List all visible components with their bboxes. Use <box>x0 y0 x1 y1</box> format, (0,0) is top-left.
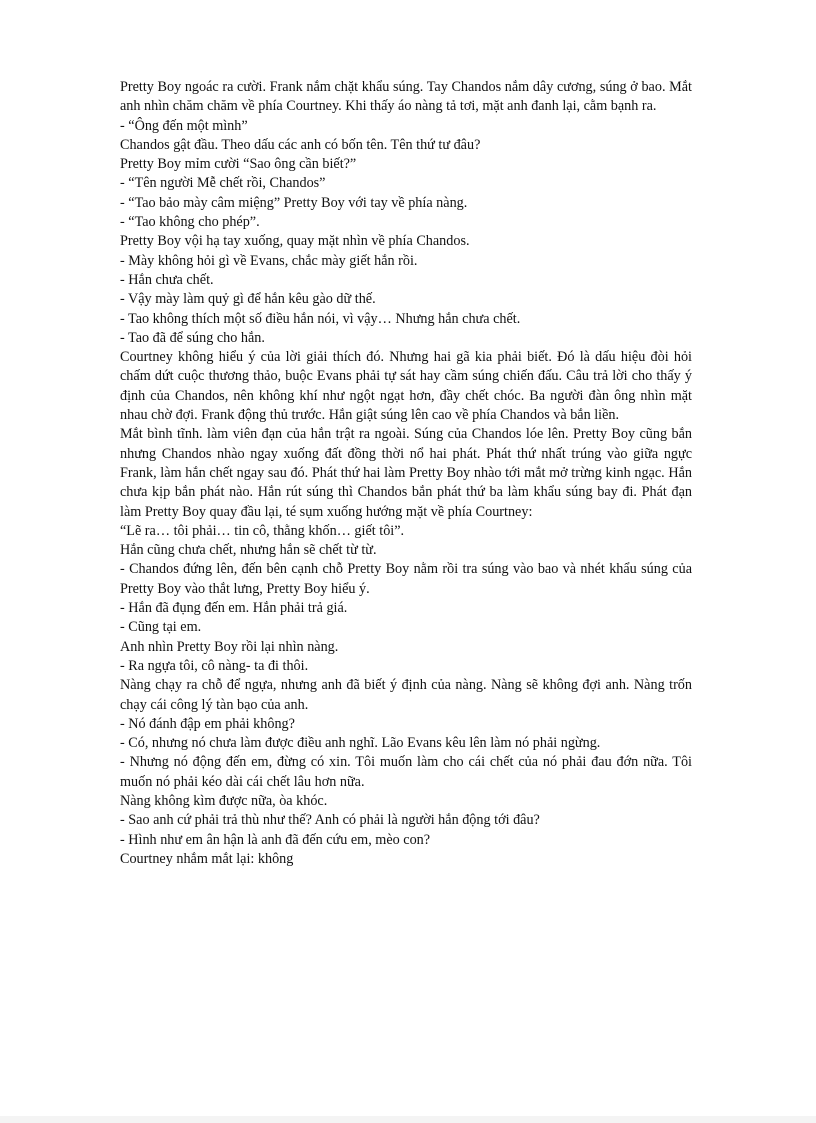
paragraph: Pretty Boy vội hạ tay xuống, quay mặt nhìn về phía Chandos. <box>120 233 470 250</box>
paragraph: - “Tao bảo mày câm miệng” Pretty Boy với tay về phía nàng. <box>120 194 468 211</box>
paragraph: - Mày không hỏi gì về Evans, chắc mày giết hắn rồi. <box>120 252 418 269</box>
paragraph: - Chandos đứng lên, đến bên cạnh chỗ Pretty Boy nằm rồi tra súng vào bao và nhét khẩu súng của Pretty Boy vào thắt lưng, Pretty Boy hiểu ý. <box>120 561 692 597</box>
paragraph: Anh nhìn Pretty Boy rồi lại nhìn nàng. <box>120 638 339 655</box>
paragraph: Courtney không hiểu ý của lời giải thích đó. Nhưng hai gã kia phải biết. Đó là dấu hiệu đòi hỏi chấm dứt cuộc thương thảo, buộc Evans phải tự sát hay cầm súng chiến đấu. Câu trả lời cho thấy ý định của Chandos, nên không khí như ngột ngạt hơn, đầy chết chóc. Ba người đàn ông nhìn mặt nhau chờ đợi. Frank động thủ trước. Hắn giật súng lên cao về phía Chandos và bắn liền. <box>120 349 692 424</box>
paragraph: - Cũng tại em. <box>120 619 202 636</box>
paragraph: - “Tên người Mễ chết rồi, Chandos” <box>120 175 326 192</box>
paragraph: - Hình như em ân hận là anh đã đến cứu em, mèo con? <box>120 831 431 848</box>
paragraph: Hắn cũng chưa chết, nhưng hắn sẽ chết từ từ. <box>120 542 377 559</box>
paragraph: Pretty Boy mỉm cười “Sao ông cần biết?” <box>120 156 357 173</box>
paragraph: - Ra ngựa tôi, cô nàng- ta đi thôi. <box>120 657 309 674</box>
paragraph: - Sao anh cứ phải trả thù như thế? Anh có phải là người hắn động tới đâu? <box>120 812 540 829</box>
paragraph: - Hắn chưa chết. <box>120 271 214 288</box>
story-text <box>120 78 692 869</box>
paragraph: - Tao không thích một số điều hắn nói, vì vậy… Nhưng hắn chưa chết. <box>120 310 521 327</box>
paragraph: Pretty Boy ngoác ra cười. Frank nắm chặt khẩu súng. Tay Chandos nắm dây cương, súng ở bao. Mắt anh nhìn chăm chăm về phía Courtney. Khi thấy áo nàng tả tơi, mặt anh đanh lại, cằm bạnh ra. <box>120 79 692 115</box>
paragraph: - Tao đã để súng cho hắn. <box>120 329 265 346</box>
paragraph: Courtney nhắm mắt lại: không <box>120 850 294 867</box>
paragraph: - Vậy mày làm quỷ gì để hắn kêu gào dữ thế. <box>120 291 376 308</box>
paragraph: Chandos gật đầu. Theo dấu các anh có bốn tên. Tên thứ tư đâu? <box>120 136 481 153</box>
paragraph: Nàng không kìm được nữa, òa khóc. <box>120 792 328 809</box>
paragraph: - Có, nhưng nó chưa làm được điều anh nghĩ. Lão Evans kêu lên làm nó phải ngừng. <box>120 735 601 752</box>
paragraph: - Nhưng nó động đến em, đừng có xin. Tôi muốn làm cho cái chết của nó phải đau đớn nữa. Tôi muốn nó phải kéo dài cái chết lâu hơn nữa. <box>120 754 692 790</box>
paragraph: - “Ông đến một mình” <box>120 117 248 134</box>
paragraph: Nàng chạy ra chỗ để ngựa, nhưng anh đã biết ý định của nàng. Nàng sẽ không đợi anh. Nàng trốn chạy cái công lý tàn bạo của anh. <box>120 677 692 713</box>
paragraph: Mắt bình tĩnh. làm viên đạn của hắn trật ra ngoài. Súng của Chandos lóe lên. Pretty Boy cũng bắn nhưng Chandos nhào ngay xuống đất đồng thời nổ hai phát. Phát thứ nhất trúng vào giữa ngực Frank, làm hắn chết ngay sau đó. Phát thứ hai làm Pretty Boy nhào tới mắt mở trừng kinh ngạc. Hắn chưa kịp bắn phát nào. Hắn rút súng thì Chandos bắn phát thứ ba làm khẩu súng bay đi. Phát đạn làm Pretty Boy quay đầu lại, té sụm xuống hướng mặt về phía Courtney: <box>120 426 692 520</box>
paragraph: - “Tao không cho phép”. <box>120 214 260 231</box>
paragraph: “Lẽ ra… tôi phải… tin cô, thằng khốn… giết tôi”. <box>120 522 405 539</box>
paragraph: - Hắn đã đụng đến em. Hắn phải trả giá. <box>120 600 348 617</box>
paragraph: - Nó đánh đập em phải không? <box>120 715 295 732</box>
page-bottom-edge <box>0 1116 816 1123</box>
